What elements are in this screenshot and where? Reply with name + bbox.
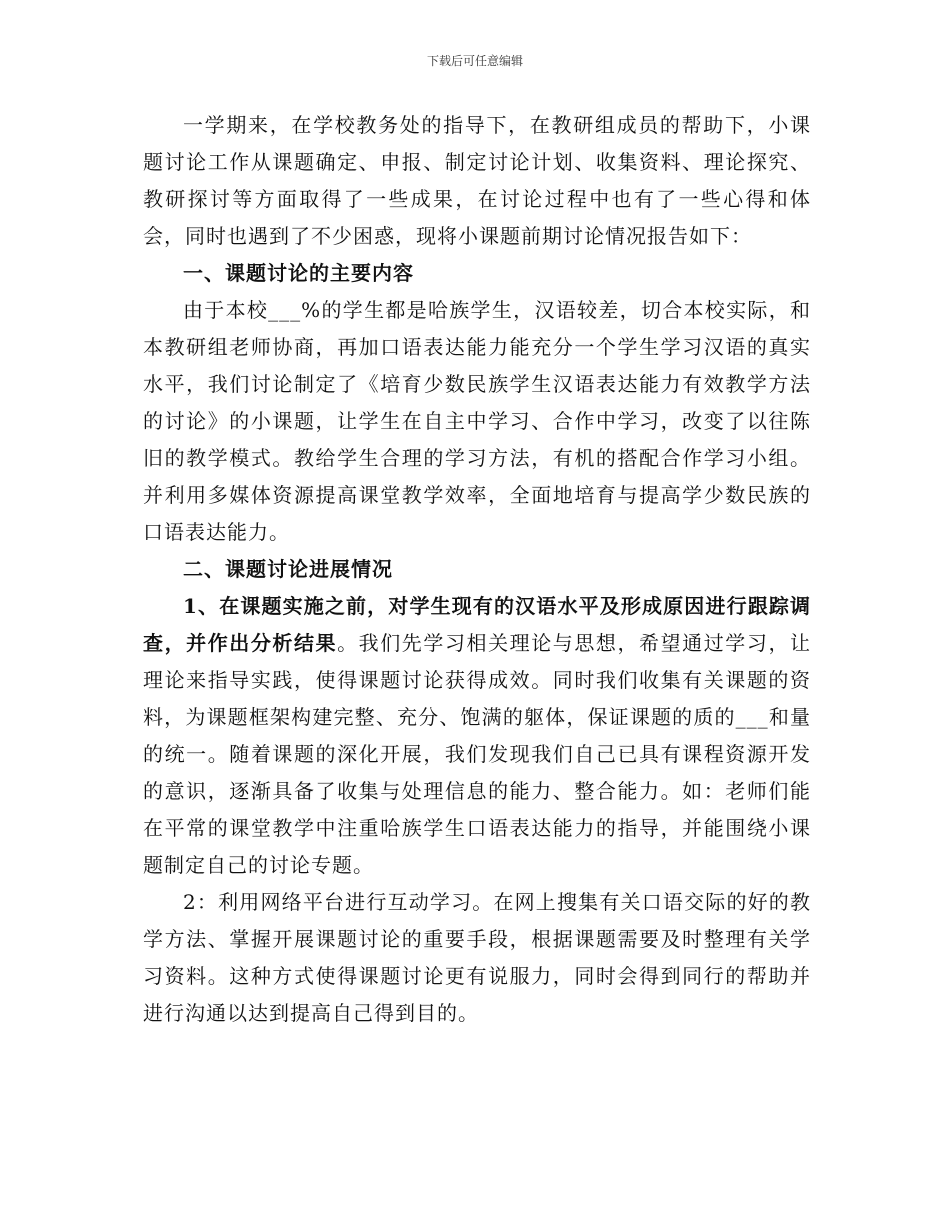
- section-heading-2: 二、课题讨论进展情况: [183, 557, 393, 581]
- page-header: 下载后可任意编辑: [426, 54, 523, 68]
- section-2-item-2: 2：利用网络平台进行互动学习。在网上搜集有关口语交际的好的教学方法、掌握开展课题讨论的重要手段，根据课题需要及时整理有关学习资料。这种方式使得课题讨论更有说服力，同时会得到同行的帮助并进行沟通以达到提高自己得到目的。: [143, 890, 811, 1025]
- item-1-bold-lead: 1、在课题实施之前，对学生现有的汉语水平及形成原因进行跟踪调查，并作出分析结果: [143, 594, 811, 655]
- section-2-item-1: [143, 588, 811, 884]
- section-1-paragraph: 由于本校___%的学生都是哈族学生，汉语较差，切合本校实际，和本教研组老师协商，再加口语表达能力能充分一个学生学习汉语的真实水平，我们讨论制定了《培育少数民族学生汉语表达能力有效教学方法的讨论》的小课题，让学生在自主中学习、合作中学习，改变了以往陈旧的教学模式。教给学生合理的学习方法，有机的搭配合作学习小组。并利用多媒体资源提高课堂教学效率，全面地培育与提高学少数民族的口语表达能力。: [143, 298, 811, 544]
- document-body: [143, 107, 811, 1032]
- intro-paragraph: 一学期来，在学校教务处的指导下，在教研组成员的帮助下，小课题讨论工作从课题确定、申报、制定讨论计划、收集资料、理论探究、教研探讨等方面取得了一些成果，在讨论过程中也有了一些心得和体会，同时也遇到了不少困惑，现将小课题前期讨论情况报告如下：: [143, 113, 811, 248]
- item-1-text: 。我们先学习相关理论与思想，希望通过学习，让理论来指导实践，使得课题讨论获得成效。同时我们收集有关课题的资料，为课题框架构建完整、充分、饱满的躯体，保证课题的质的___和量的统一。随着课题的深化开展，我们发现我们自己已具有课程资源开发的意识，逐渐具备了收集与处理信息的能力、整合能力。如：老师们能在平常的课堂教学中注重哈族学生口语表达能力的指导，并能围绕小课题制定自己的讨论专题。: [143, 631, 812, 877]
- section-heading-1: 一、课题讨论的主要内容: [183, 261, 414, 285]
